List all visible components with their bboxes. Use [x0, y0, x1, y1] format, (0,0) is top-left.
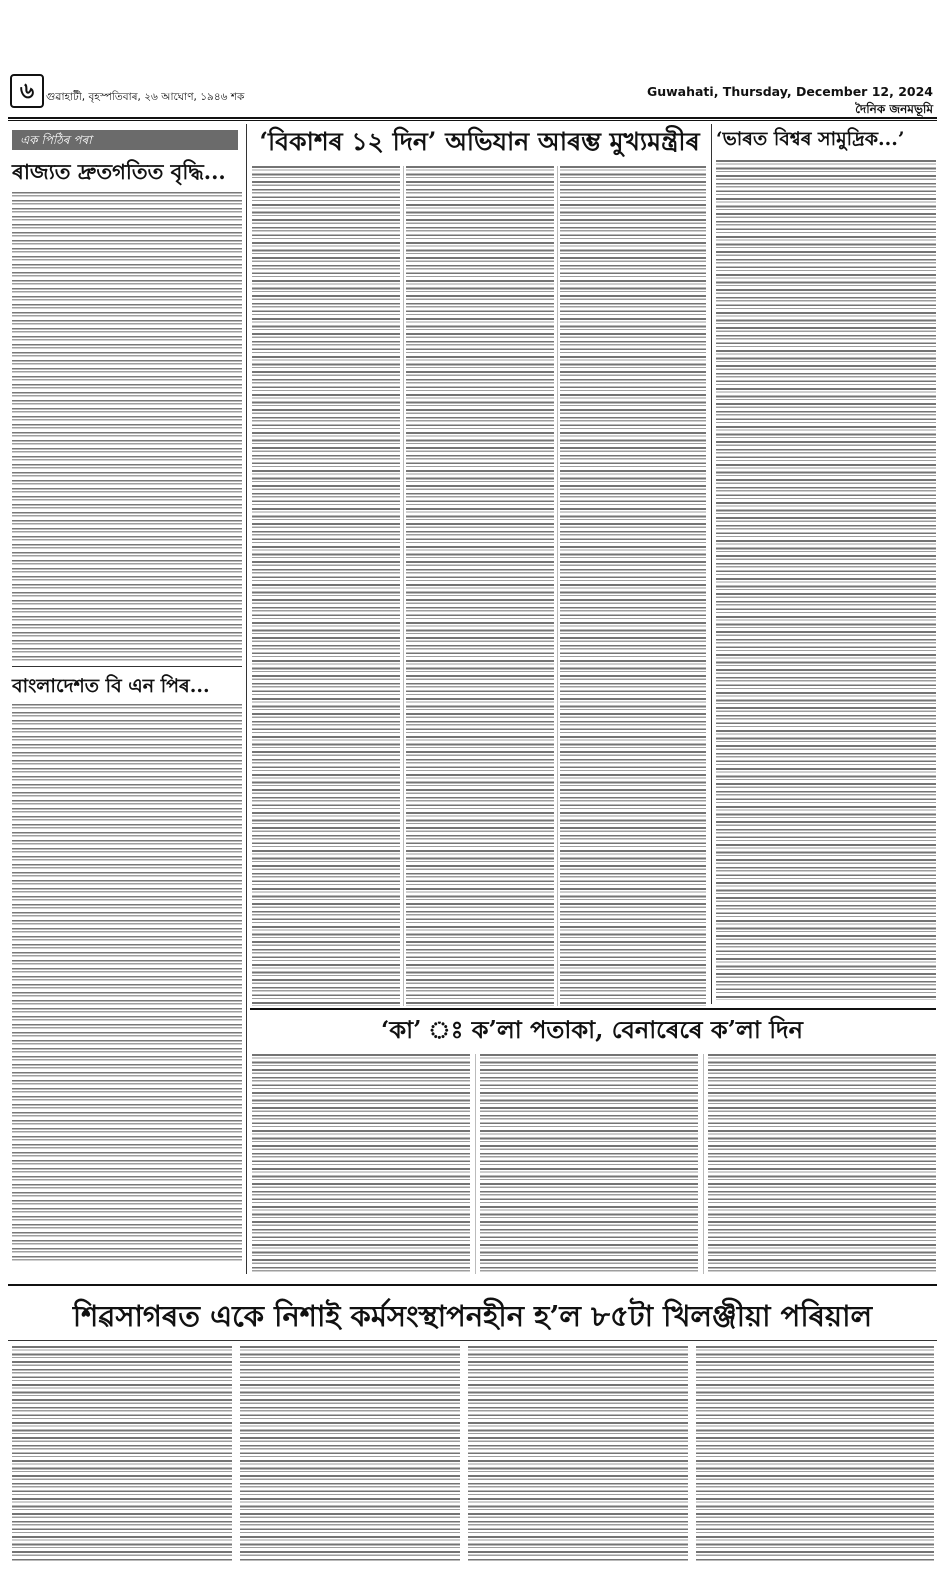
main-story-col-3	[560, 166, 706, 1006]
left-headline-growth: ৰাজ্যত দ্রুতগতিত বৃদ্ধি...	[12, 159, 226, 184]
section-rule	[8, 1284, 937, 1286]
bottom-story-col-2	[240, 1346, 460, 1561]
bottom-story-col-1	[12, 1346, 232, 1561]
page-number: ৬	[10, 74, 44, 108]
divider	[12, 666, 242, 667]
column-gutter	[557, 166, 558, 1006]
masthead: দৈনিক জনমভূমি	[855, 102, 933, 116]
column-gutter	[403, 166, 404, 1006]
divider	[8, 1340, 937, 1341]
bottom-story-col-4	[696, 1346, 934, 1561]
header-rule-thin	[8, 120, 937, 121]
article-body-growth	[12, 192, 242, 662]
bottom-headline: শিৱসাগৰত একে নিশাই কৰ্মসংস্থাপনহীন হ’ল ৮৫টা খিলঞ্জীয়া পৰিয়াল	[72, 1299, 873, 1333]
main-story-col-2	[406, 166, 554, 1006]
column-rule	[246, 124, 247, 1274]
continued-kicker: এক পিঠিৰ পৰা	[12, 130, 238, 150]
section-rule	[250, 1008, 936, 1010]
left-dateline: গুৱাহাটী, বৃহস্পতিবাৰ, ২৬ আঘোণ, ১৯৪৬ শক	[46, 91, 245, 103]
second-story-col-1	[252, 1054, 470, 1274]
main-headline: ‘বিকাশৰ ১২ দিন’ অভিযান আৰম্ভ মুখ্যমন্ত্ৰীৰ	[259, 127, 700, 156]
second-headline: ‘কা’ ঃ ক’লা পতাকা, বেনাৰেৰে ক’লা দিন	[381, 1015, 803, 1044]
main-story-col-1	[252, 166, 400, 1006]
article-body-bangladesh	[12, 704, 242, 1264]
header-rule	[8, 117, 937, 119]
second-story-col-2	[480, 1054, 698, 1274]
right-story-body	[716, 160, 936, 1000]
bottom-story-col-3	[468, 1346, 688, 1561]
second-story-col-3	[708, 1054, 936, 1274]
left-headline-bangladesh: বাংলাদেশত বি এন পিৰ...	[12, 675, 210, 697]
right-headline: ‘ভাৰত বিশ্বৰ সামুদ্ৰিক...’	[716, 128, 905, 150]
column-gutter	[703, 1054, 704, 1274]
column-rule	[711, 124, 712, 1004]
column-gutter	[475, 1054, 476, 1274]
right-dateline: Guwahati, Thursday, December 12, 2024	[646, 84, 933, 99]
